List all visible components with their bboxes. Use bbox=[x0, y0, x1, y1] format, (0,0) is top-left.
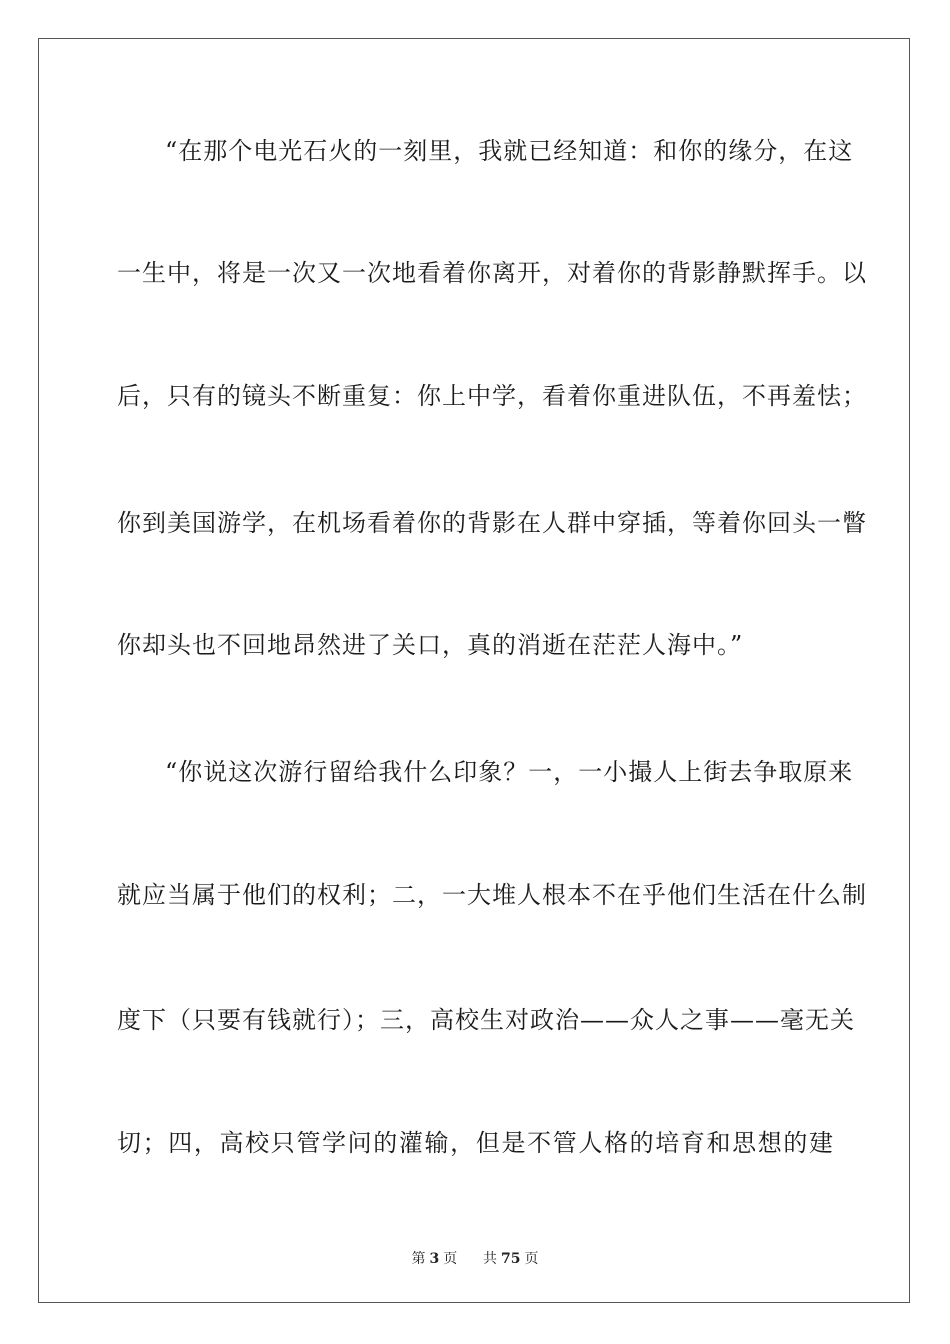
paragraph-1-line-4: 你到美国游学，在机场看着你的背影在人群中穿插，等着你回头一瞥 bbox=[117, 509, 867, 537]
page-label bbox=[409, 1251, 459, 1267]
page-suffix: 页 bbox=[443, 1251, 458, 1267]
paragraph-2-line-4: 切；四，高校只管学问的灌输，但是不管人格的培育和思想的建 bbox=[117, 1129, 834, 1157]
page-border bbox=[38, 38, 910, 1303]
paragraph-2-line-3: 度下（只要有钱就行）；三，高校生对政治——众人之事——毫无关 bbox=[117, 1006, 855, 1034]
paragraph-2-line-2: 就应当属于他们的权利；二，一大堆人根本不在乎他们生活在什么制 bbox=[117, 881, 867, 909]
paragraph-1-line-1: “在那个电光石火的一刻里，我就已经知道：和你的缘分，在这 bbox=[165, 137, 854, 165]
page-footer bbox=[0, 1248, 950, 1268]
total-label bbox=[481, 1251, 540, 1267]
page-prefix: 第 bbox=[411, 1251, 426, 1267]
total-suffix: 页 bbox=[524, 1251, 539, 1267]
paragraph-1-line-3: 后，只有的镜头不断重复：你上中学，看着你重进队伍，不再羞怯； bbox=[117, 382, 867, 410]
paragraph-1-line-5: 你却头也不回地昂然进了关口，真的消逝在茫茫人海中。” bbox=[117, 631, 744, 659]
total-prefix: 共 bbox=[483, 1251, 498, 1267]
total-pages: 75 bbox=[501, 1251, 521, 1267]
paragraph-1-line-2: 一生中，将是一次又一次地看着你离开，对着你的背影静默挥手。以 bbox=[117, 259, 867, 287]
page-number: 3 bbox=[429, 1251, 440, 1267]
paragraph-2-line-1: “你说这次游行留给我什么印象？一，一小撮人上街去争取原来 bbox=[165, 758, 854, 786]
